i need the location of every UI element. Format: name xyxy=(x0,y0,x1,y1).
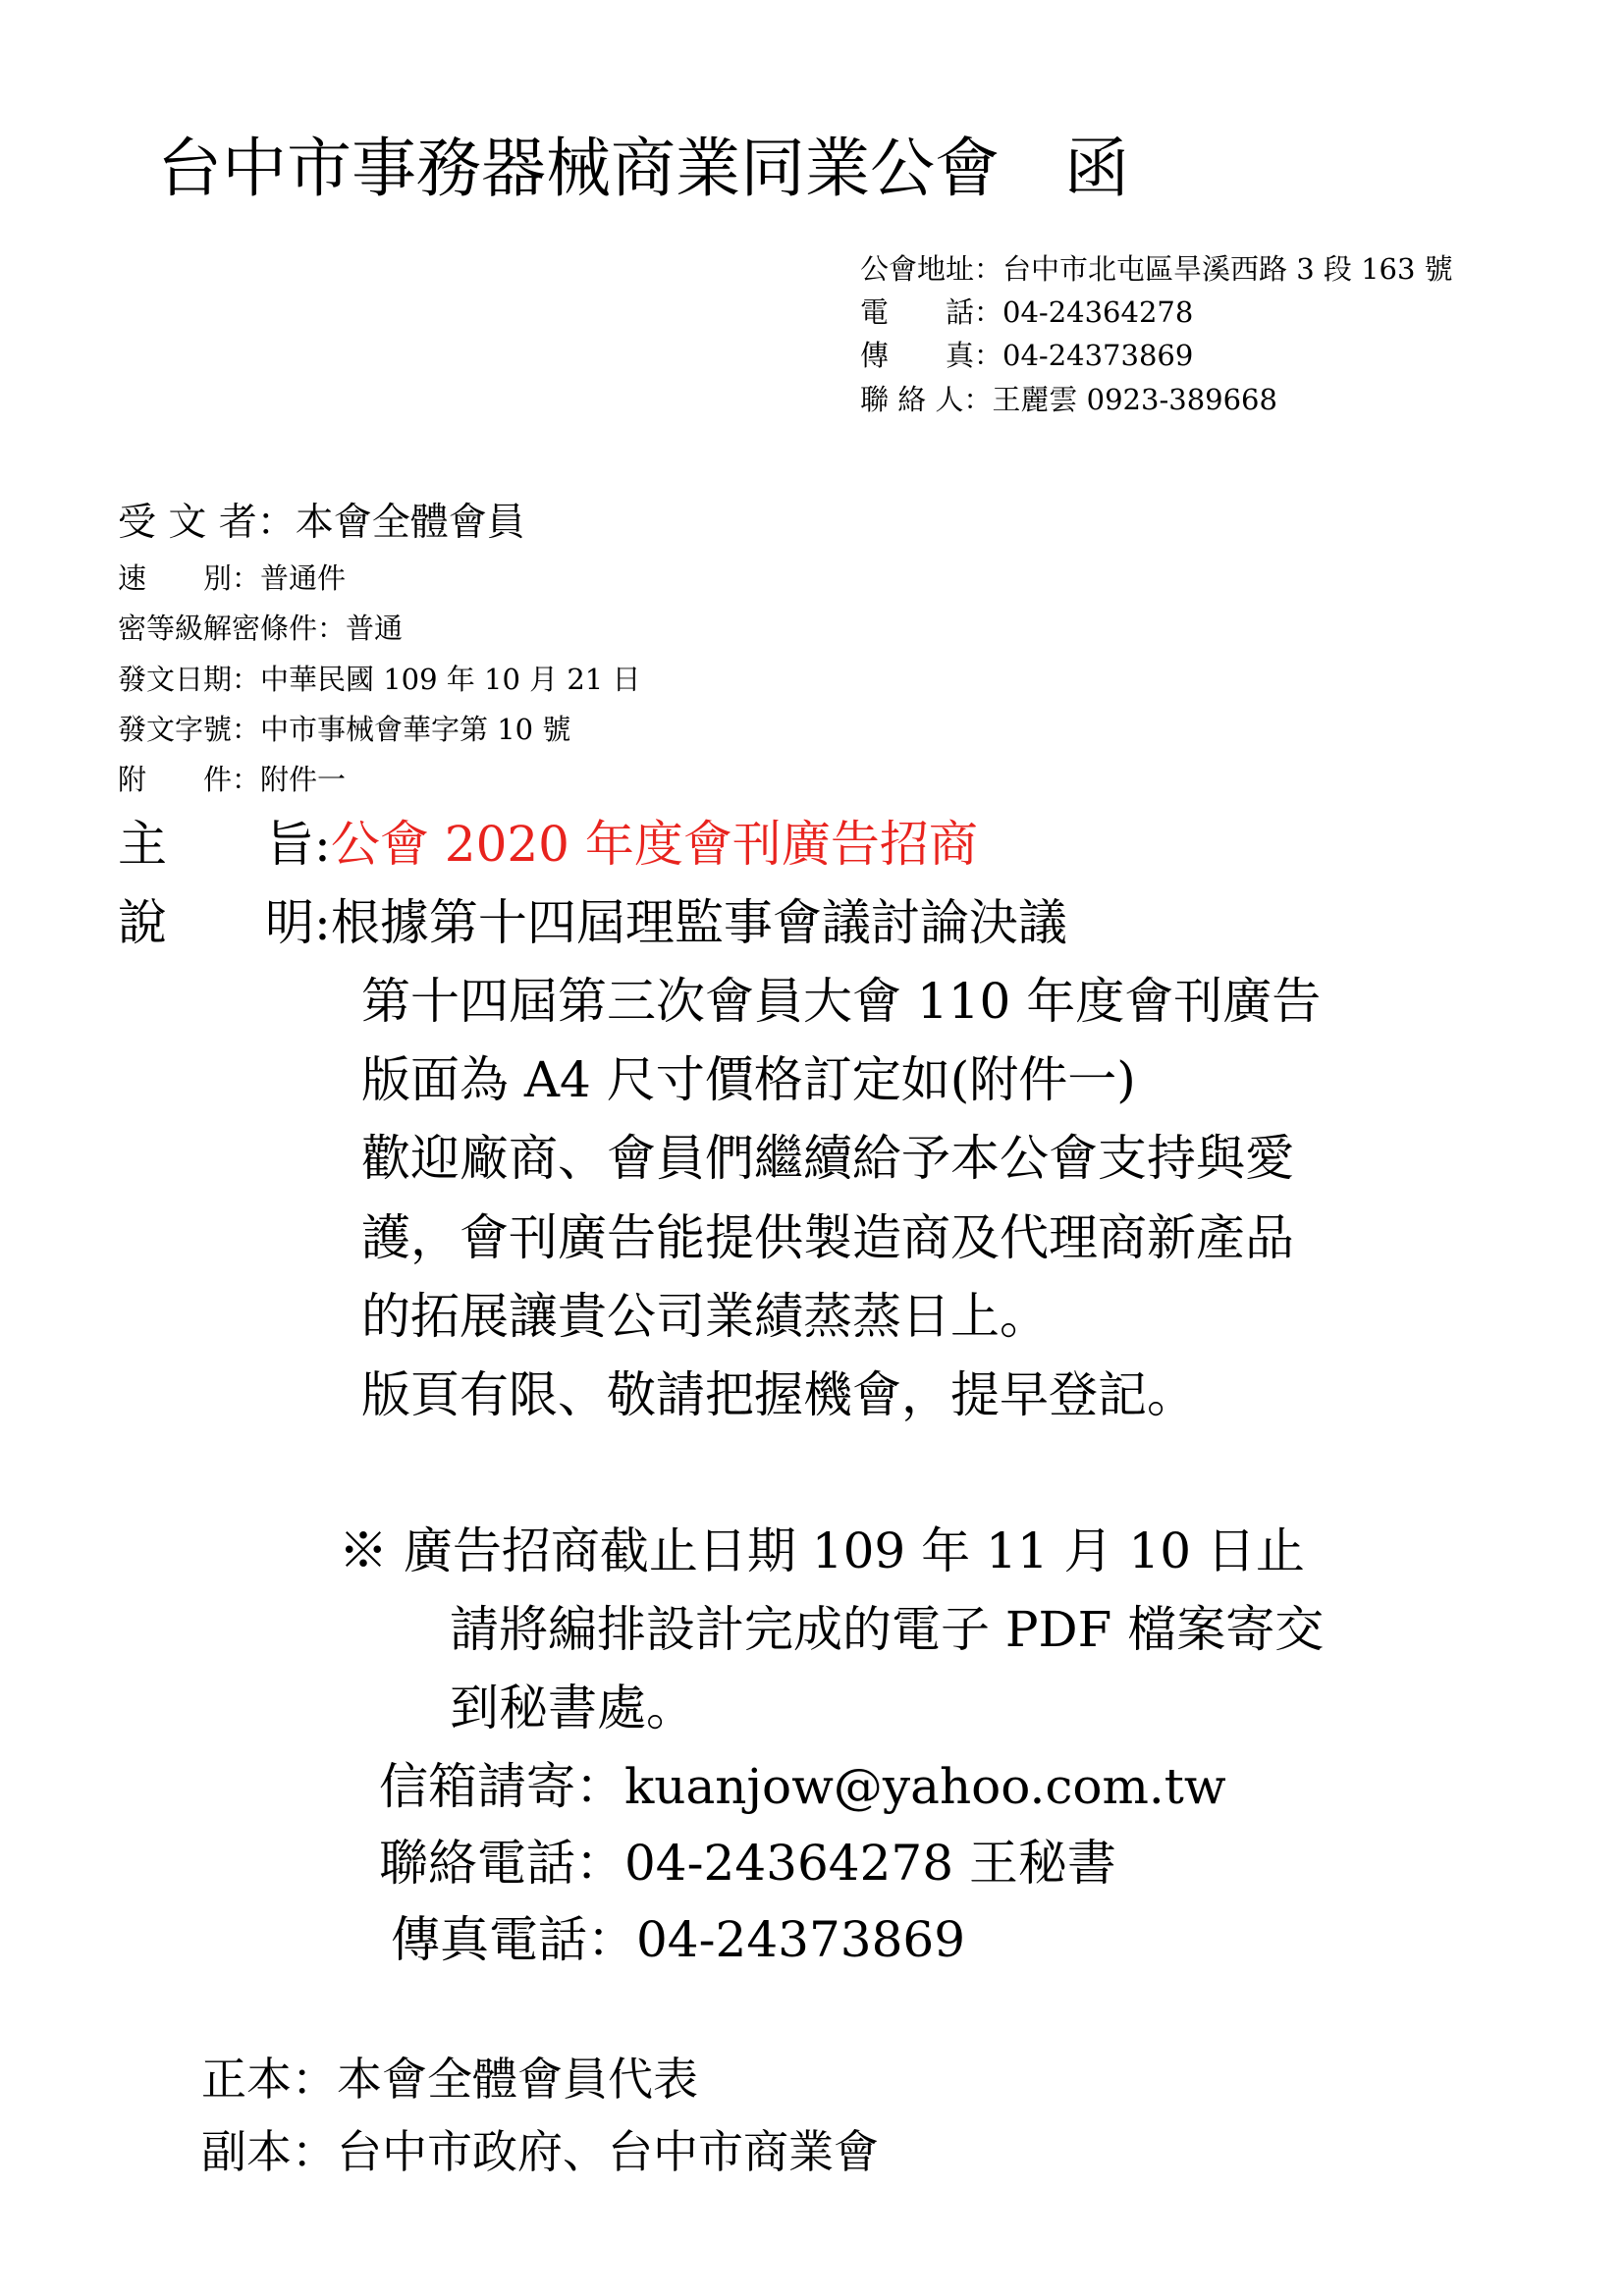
contact-fax: 傳 真：04-24373869 xyxy=(860,339,1194,372)
doc-number-line: 發文字號：中市事械會華字第 10 號 xyxy=(118,713,571,746)
explanation-line-6: 版頁有限、敬請把握機會，提早登記。 xyxy=(361,1366,1196,1423)
explanation-label: 說 明: xyxy=(118,894,331,951)
explanation-first: 根據第十四屆理監事會議討論決議 xyxy=(330,894,1067,951)
explanation-line-1: 第十四屆第三次會員大會 110 年度會刊廣告 xyxy=(361,973,1322,1030)
explanation-line xyxy=(118,893,1067,952)
contact-address: 公會地址：台中市北屯區旱溪西路 3 段 163 號 xyxy=(860,252,1453,286)
recipient-line: 受 文 者：本會全體會員 xyxy=(118,501,525,545)
document-title: 台中市事務器械商業同業公會 函 xyxy=(157,131,1129,206)
subject-line xyxy=(118,815,978,874)
cc-copy-line: 副本：台中市政府、台中市商業會 xyxy=(201,2125,879,2178)
phone-line: 聯絡電話：04-24364278 王秘書 xyxy=(379,1835,1116,1892)
explanation-line-2: 版面為 A4 尺寸價格訂定如(附件一) xyxy=(361,1051,1136,1108)
email-line: 信箱請寄：kuanjow@yahoo.com.tw xyxy=(379,1758,1226,1815)
contact-phone: 電 話：04-24364278 xyxy=(860,295,1194,329)
original-copy-line: 正本：本會全體會員代表 xyxy=(201,2053,698,2106)
attachment-line: 附 件：附件一 xyxy=(118,763,347,796)
security-line: 密等級解密條件：普通 xyxy=(118,612,404,645)
subject-text: 公會 2020 年度會刊廣告招商 xyxy=(330,816,978,873)
fax-line: 傳真電話：04-24373869 xyxy=(391,1911,966,1968)
explanation-line-3: 歡迎廠商、會員們繼續給予本公會支持與愛 xyxy=(361,1130,1294,1187)
speed-line: 速 別：普通件 xyxy=(118,561,347,595)
date-line: 發文日期：中華民國 109 年 10 月 21 日 xyxy=(118,663,641,696)
secretariat-line: 到秘書處。 xyxy=(450,1680,695,1736)
contact-person: 聯 絡 人：王麗雲 0923-389668 xyxy=(860,383,1277,416)
explanation-line-5: 的拓展讓貴公司業績蒸蒸日上。 xyxy=(361,1288,1049,1345)
explanation-line-4: 護，會刊廣告能提供製造商及代理商新產品 xyxy=(361,1209,1294,1266)
deadline-line: ※ 廣告招商截止日期 109 年 11 月 10 日止 xyxy=(339,1522,1305,1579)
subject-label: 主 旨: xyxy=(118,816,331,873)
submit-line: 請將編排設計完成的電子 PDF 檔案寄交 xyxy=(450,1601,1325,1658)
